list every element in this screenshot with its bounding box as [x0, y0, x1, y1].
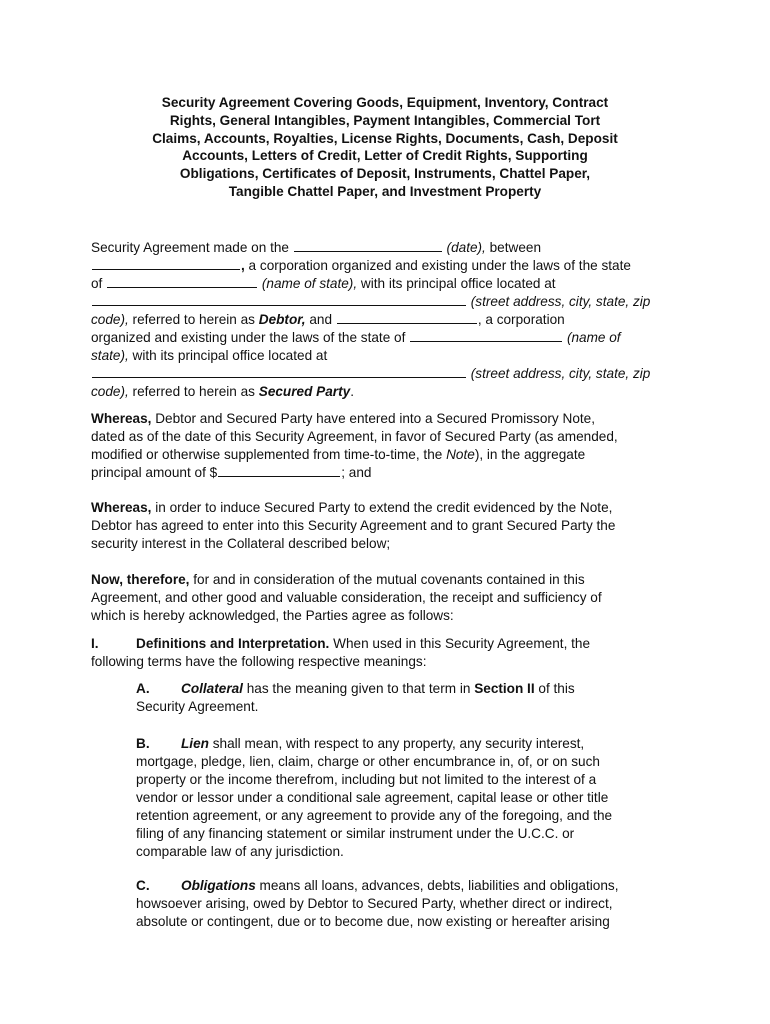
title-line: Accounts, Letters of Credit, Letter of Credit Rights, Supporting	[182, 148, 588, 164]
definition-line: property or the income therefrom, including but not limited to the interest of a	[136, 772, 597, 787]
intro-line: state), with its principal office located at	[91, 348, 328, 363]
definition-collateral: A. Collateral has the meaning given to that term in Section II of this	[136, 681, 575, 696]
whereas-line: Debtor has agreed to enter into this Security Agreement and to grant Secured Party the	[91, 518, 616, 533]
title-line: Obligations, Certificates of Deposit, Instruments, Chattel Paper,	[179, 166, 591, 182]
whereas-line: dated as of the date of this Security Agreement, in favor of Secured Party (as amended,	[91, 429, 618, 444]
principal-amount-blank[interactable]	[218, 464, 340, 477]
whereas-line: modified or otherwise supplemented from time-to-time, the Note), in the aggregate	[91, 447, 586, 462]
intro-line: Security Agreement made on the (date), between	[91, 240, 542, 255]
whereas-line: Whereas, in order to induce Secured Party to extend the credit evidenced by the Note,	[91, 500, 613, 515]
debtor-address-blank[interactable]	[92, 293, 466, 306]
definition-line: absolute or contingent, due or to become due, now existing or hereafter arising	[136, 914, 610, 929]
definition-line: howsoever arising, owed by Debtor to Secured Party, whether direct or indirect,	[136, 896, 613, 911]
definition-line: mortgage, pledge, lien, claim, charge or other encumbrance in, of, or on such	[136, 754, 600, 769]
secured-party-address-blank[interactable]	[92, 365, 466, 378]
definition-line: comparable law of any jurisdiction.	[136, 844, 344, 859]
section-heading: I. Definitions and Interpretation. When used in this Security Agreement, the	[91, 636, 591, 651]
intro-line: , a corporation organized and existing under the laws of the state	[91, 257, 631, 275]
definition-line: filing of any financing statement or similar instrument under the U.C.C. or	[136, 826, 575, 841]
definition-lien: B. Lien shall mean, with respect to any property, any security interest,	[136, 736, 585, 751]
now-therefore-line: which is hereby acknowledged, the Parties agree as follows:	[91, 608, 454, 623]
title-line: Tangible Chattel Paper, and Investment Property	[228, 183, 542, 199]
debtor-name-blank[interactable]	[92, 257, 240, 270]
intro-line: (street address, city, state, zip	[91, 293, 650, 311]
secured-party-state-blank[interactable]	[410, 329, 562, 342]
section-line: following terms have the following respective meanings:	[91, 654, 427, 669]
intro-line: code), referred to herein as Secured Party.	[91, 384, 354, 399]
definition-line: vendor or lessor under a conditional sale agreement, capital lease or other title	[136, 790, 609, 805]
whereas-line: Whereas, Debtor and Secured Party have entered into a Secured Promissory Note,	[91, 411, 595, 426]
title-line: Rights, General Intangibles, Payment Intangibles, Commercial Tort	[169, 112, 601, 128]
now-therefore-line: Now, therefore, for and in consideration of the mutual covenants contained in this	[91, 572, 585, 587]
secured-party-name-blank[interactable]	[337, 311, 477, 324]
intro-line: organized and existing under the laws of the state of (name of	[91, 330, 621, 345]
document-title	[110, 94, 660, 201]
definition-line: retention agreement, or any agreement to provide any of the foregoing, and the	[136, 808, 613, 823]
intro-line: of (name of state), with its principal office located at	[91, 276, 556, 291]
intro-line: code), referred to herein as Debtor, and , a corporation	[91, 312, 565, 327]
whereas-line: principal amount of $ ; and	[91, 465, 372, 480]
whereas-line: security interest in the Collateral described below;	[91, 536, 391, 551]
intro-line: (street address, city, state, zip	[91, 365, 650, 383]
now-therefore-line: Agreement, and other good and valuable consideration, the receipt and sufficiency of	[91, 590, 602, 605]
title-line: Security Agreement Covering Goods, Equipment, Inventory, Contract	[161, 95, 609, 110]
debtor-state-blank[interactable]	[107, 275, 257, 288]
date-blank[interactable]	[294, 239, 442, 252]
definition-line: Security Agreement.	[136, 699, 259, 714]
title-line: Claims, Accounts, Royalties, License Rights, Documents, Cash, Deposit	[152, 130, 618, 146]
definition-obligations: C. Obligations means all loans, advances, debts, liabilities and obligations,	[136, 878, 619, 893]
